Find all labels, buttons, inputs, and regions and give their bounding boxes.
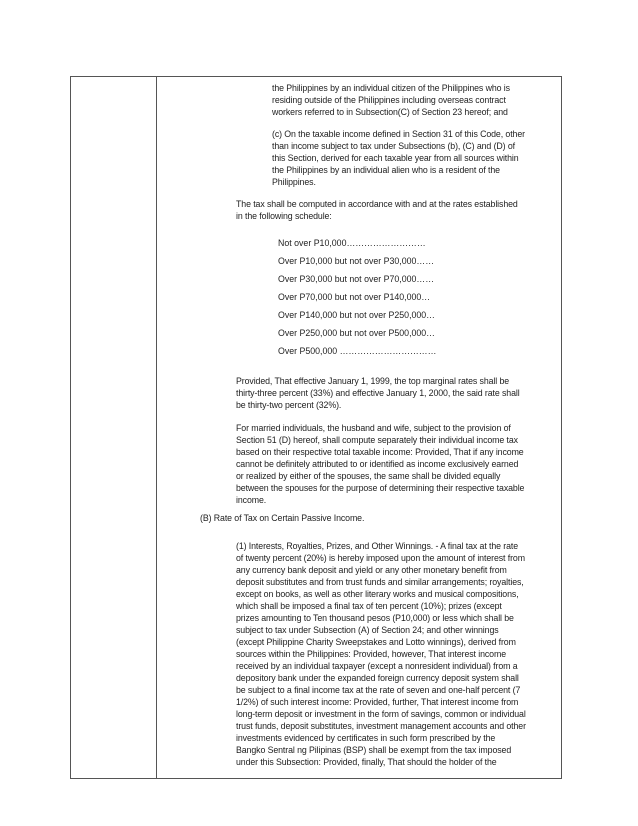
text-line: deposit substitutes and from trust funds and similar arrangements; royalties, (236, 577, 524, 587)
schedule-row: Over P10,000 but not over P30,000…… (278, 256, 434, 266)
text-line: the Philippines by an individual alien who is a resident of the (272, 165, 500, 175)
paragraph-block-6 (236, 540, 526, 768)
text-line: income. (236, 495, 267, 505)
text-line: or realized by either of the spouses, the same shall be divided equally (236, 471, 501, 481)
text-line: be subject to a final income tax at the rate of seven and one-half percent (7 (236, 685, 521, 695)
text-line: Section 51 (D) hereof, shall compute separately their individual income tax (236, 435, 518, 445)
text-line: The tax shall be computed in accordance with and at the rates established (236, 199, 518, 209)
text-line: prizes amounting to Ten thousand pesos (P10,000) or less which shall be (236, 613, 514, 623)
text-line: For married individuals, the husband and wife, subject to the provision of (236, 423, 511, 433)
text-line: the Philippines by an individual citizen of the Philippines who is (272, 83, 510, 93)
text-line: 1/2%) of such interest income: Provided, further, That interest income from (236, 697, 519, 707)
text-line: this Section, derived for each taxable year from all sources within (272, 153, 519, 163)
text-line: residing outside of the Philippines including overseas contract (272, 95, 506, 105)
text-line: cannot be definitely attributed to or identified as income exclusively earned (236, 459, 519, 469)
paragraph-block-2 (272, 128, 525, 188)
tax-schedule (278, 237, 436, 363)
text-line: subject to tax under Subsection (A) of Section 24; and other winnings (236, 625, 499, 635)
paragraph-block-1 (272, 82, 510, 118)
schedule-row: Over P250,000 but not over P500,000… (278, 328, 435, 338)
text-line: Bangko Sentral ng Pilipinas (BSP) shall be exempt from the tax imposed (236, 745, 512, 755)
text-line: depository bank under the expanded foreign currency deposit system shall (236, 673, 519, 683)
section-heading-b: (B) Rate of Tax on Certain Passive Income. (200, 513, 365, 523)
text-line: trust funds, deposit substitutes, investment management accounts and other (236, 721, 526, 731)
schedule-row: Over P30,000 but not over P70,000…… (278, 274, 434, 284)
text-line: Provided, That effective January 1, 1999, the top marginal rates shall be (236, 376, 510, 386)
schedule-row: Over P140,000 but not over P250,000… (278, 310, 435, 320)
text-line: sources within the Philippines: Provided, however, That interest income (236, 649, 506, 659)
text-line: be thirty-two percent (32%). (236, 400, 342, 410)
column-divider (156, 77, 157, 778)
text-line: any currency bank deposit and yield or any other monetary benefit from (236, 565, 507, 575)
text-line: which shall be imposed a final tax of ten percent (10%); prizes (except (236, 601, 502, 611)
paragraph-block-4 (236, 375, 520, 411)
text-line: between the spouses for the purpose of determining their respective taxable (236, 483, 525, 493)
text-line: long-term deposit or investment in the form of savings, common or individual (236, 709, 526, 719)
text-line: of twenty percent (20%) is hereby imposed upon the amount of interest from (236, 553, 525, 563)
text-line: (c) On the taxable income defined in Section 31 of this Code, other (272, 129, 525, 139)
schedule-row: Over P70,000 but not over P140,000… (278, 292, 431, 302)
text-line: except on books, as well as other literary works and musical compositions, (236, 589, 519, 599)
text-line: under this Subsection: Provided, finally, That should the holder of the (236, 757, 497, 767)
text-line: based on their respective total taxable income: Provided, That if any income (236, 447, 524, 457)
text-line: investments evidenced by certificates in such form prescribed by the (236, 733, 496, 743)
text-line: (1) Interests, Royalties, Prizes, and Other Winnings. - A final tax at the rate (236, 541, 519, 551)
text-line: received by an individual taxpayer (except a nonresident individual) from a (236, 661, 518, 671)
paragraph-block-3 (236, 198, 518, 222)
text-line: Philippines. (272, 177, 316, 187)
text-line: in the following schedule: (236, 211, 332, 221)
paragraph-block-5 (236, 422, 524, 506)
text-line: (except Philippine Charity Sweepstakes and Lotto winnings), derived from (236, 637, 516, 647)
schedule-row: Over P500,000 …………………………… (278, 346, 437, 356)
text-line: workers referred to in Subsection(C) of Section 23 hereof; and (272, 107, 508, 117)
schedule-row: Not over P10,000……………………… (278, 238, 426, 248)
text-line: than income subject to tax under Subsections (b), (C) and (D) of (272, 141, 515, 151)
text-line: thirty-three percent (33%) and effective January 1, 2000, the said rate shall (236, 388, 520, 398)
